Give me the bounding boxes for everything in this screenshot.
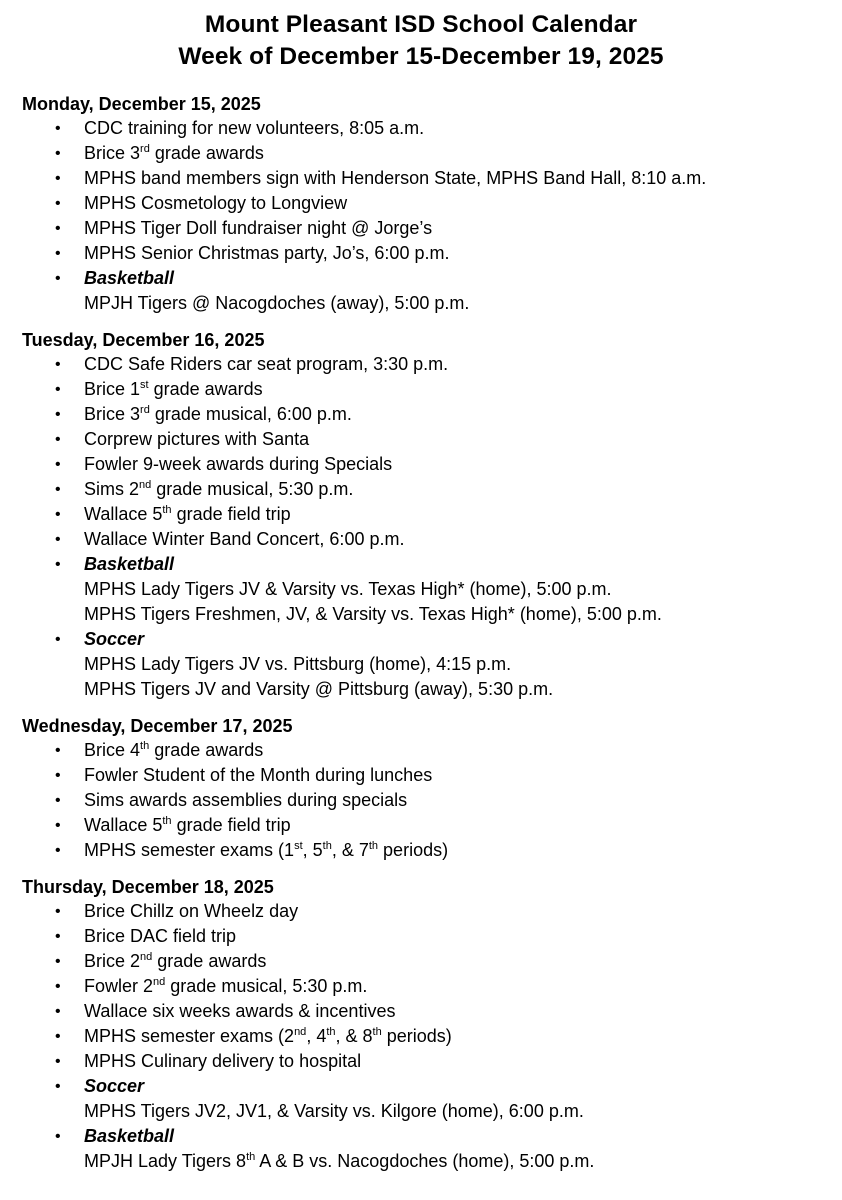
event-item	[22, 241, 832, 266]
event-category-basketball	[22, 1124, 832, 1174]
bullet-icon: •	[55, 928, 61, 945]
event-text: Brice 1	[84, 379, 141, 399]
event-text: Brice 2	[84, 951, 141, 971]
bullet-icon: •	[55, 767, 61, 784]
event-text: CDC Safe Riders car seat program, 3:30 p.m.	[84, 354, 449, 374]
bullet-icon: •	[55, 270, 61, 287]
event-item	[22, 924, 832, 949]
event-item	[22, 166, 832, 191]
event-item	[22, 477, 832, 502]
event-text: Brice 3	[84, 143, 141, 163]
day-section-thursday	[22, 875, 832, 1174]
sport-category-label: Soccer	[84, 629, 145, 649]
bullet-icon: •	[55, 481, 61, 498]
event-text: , 5	[302, 840, 323, 860]
event-category-soccer	[22, 1074, 832, 1124]
ordinal-suffix: th	[140, 740, 150, 752]
bullet-icon: •	[55, 506, 61, 523]
event-text: grade musical, 6:00 p.m.	[149, 404, 352, 424]
sport-category-label: Soccer	[84, 1076, 145, 1096]
bullet-icon: •	[55, 953, 61, 970]
bullet-icon: •	[55, 817, 61, 834]
day-section-wednesday	[22, 714, 832, 863]
event-list	[22, 899, 832, 1174]
event-text: Fowler 9-week awards during Specials	[84, 454, 393, 474]
event-text: Wallace 5	[84, 815, 163, 835]
calendar-body	[22, 92, 832, 1186]
ordinal-suffix: nd	[153, 976, 166, 988]
day-section-tuesday	[22, 328, 832, 702]
event-text: Corprew pictures with Santa	[84, 429, 310, 449]
event-text: Brice Chillz on Wheelz day	[84, 901, 299, 921]
event-item	[22, 738, 832, 763]
bullet-icon: •	[55, 1003, 61, 1020]
bullet-icon: •	[55, 170, 61, 187]
event-text: , & 8	[335, 1026, 373, 1046]
bullet-icon: •	[55, 456, 61, 473]
event-item	[22, 427, 832, 452]
event-item	[22, 899, 832, 924]
day-heading: Thursday, December 18, 2025	[22, 877, 274, 897]
ordinal-suffix: th	[326, 1026, 336, 1038]
calendar-title: Mount Pleasant ISD School Calendar	[204, 11, 638, 38]
bullet-icon: •	[55, 195, 61, 212]
bullet-icon: •	[55, 120, 61, 137]
bullet-icon: •	[55, 978, 61, 995]
event-text: grade awards	[149, 740, 264, 760]
event-text: Sims 2	[84, 479, 140, 499]
ordinal-suffix: th	[372, 1026, 382, 1038]
game-line: MPHS Lady Tigers JV vs. Pittsburg (home), 4:15 p.m.	[84, 654, 512, 674]
sport-category-label: Basketball	[84, 1126, 175, 1146]
ordinal-suffix: th	[162, 504, 172, 516]
ordinal-suffix: rd	[140, 404, 150, 416]
event-item	[22, 788, 832, 813]
bullet-icon: •	[55, 1128, 61, 1145]
game-line: MPJH Tigers @ Nacogdoches (away), 5:00 p.m.	[84, 293, 470, 313]
event-text: grade awards	[152, 951, 267, 971]
event-category-soccer	[22, 627, 832, 702]
game-line: MPHS Tigers JV and Varsity @ Pittsburg (away), 5:30 p.m.	[84, 679, 554, 699]
event-text: CDC training for new volunteers, 8:05 a.m.	[84, 118, 425, 138]
bullet-icon: •	[55, 381, 61, 398]
event-text: grade musical, 5:30 p.m.	[165, 976, 368, 996]
bullet-icon: •	[55, 842, 61, 859]
ordinal-suffix: rd	[140, 143, 150, 155]
event-item	[22, 949, 832, 974]
event-text: grade field trip	[171, 815, 291, 835]
event-text: MPHS band members sign with Henderson State, MPHS Band Hall, 8:10 a.m.	[84, 168, 707, 188]
event-item	[22, 191, 832, 216]
bullet-icon: •	[55, 1053, 61, 1070]
event-category-basketball	[22, 552, 832, 627]
event-item	[22, 838, 832, 863]
event-text: grade awards	[148, 379, 263, 399]
event-list	[22, 738, 832, 863]
event-text: Sims awards assemblies during specials	[84, 790, 408, 810]
event-text: , & 7	[331, 840, 369, 860]
ordinal-suffix: th	[162, 815, 172, 827]
event-item	[22, 141, 832, 166]
event-item	[22, 1049, 832, 1074]
game-line: MPJH Lady Tigers 8th A & B vs. Nacogdoches (home), 5:00 p.m.	[84, 1151, 595, 1171]
event-text: grade awards	[149, 143, 264, 163]
bullet-icon: •	[55, 556, 61, 573]
bullet-icon: •	[55, 356, 61, 373]
ordinal-suffix: st	[140, 379, 149, 391]
ordinal-suffix: nd	[139, 479, 152, 491]
event-item	[22, 813, 832, 838]
event-list	[22, 352, 832, 702]
event-text: , 4	[306, 1026, 327, 1046]
event-list	[22, 116, 832, 316]
event-text: MPHS Cosmetology to Longview	[84, 193, 348, 213]
bullet-icon: •	[55, 531, 61, 548]
event-item	[22, 527, 832, 552]
ordinal-suffix: nd	[294, 1026, 307, 1038]
event-text: Wallace 5	[84, 504, 163, 524]
ordinal-suffix: st	[294, 840, 303, 852]
event-item	[22, 974, 832, 999]
event-item	[22, 763, 832, 788]
week-subtitle: Week of December 15-December 19, 2025	[178, 43, 664, 70]
event-text: Brice 3	[84, 404, 141, 424]
event-item	[22, 377, 832, 402]
bullet-icon: •	[55, 903, 61, 920]
event-text: Brice DAC field trip	[84, 926, 237, 946]
event-text: Fowler Student of the Month during lunches	[84, 765, 433, 785]
event-item	[22, 116, 832, 141]
ordinal-suffix: nd	[140, 951, 153, 963]
event-text: periods)	[381, 1026, 452, 1046]
event-text: MPHS Tiger Doll fundraiser night @ Jorge’s	[84, 218, 433, 238]
day-section-monday	[22, 92, 832, 316]
event-item	[22, 216, 832, 241]
event-text: grade musical, 5:30 p.m.	[151, 479, 354, 499]
bullet-icon: •	[55, 742, 61, 759]
event-item	[22, 452, 832, 477]
event-category-basketball	[22, 266, 832, 316]
day-heading: Wednesday, December 17, 2025	[22, 716, 293, 736]
event-text: MPHS Culinary delivery to hospital	[84, 1051, 362, 1071]
day-heading: Tuesday, December 16, 2025	[22, 330, 265, 350]
event-item	[22, 502, 832, 527]
event-text: MPHS semester exams (1	[84, 840, 295, 860]
calendar-header	[0, 0, 842, 73]
game-line: MPHS Tigers JV2, JV1, & Varsity vs. Kilgore (home), 6:00 p.m.	[84, 1101, 584, 1121]
bullet-icon: •	[55, 792, 61, 809]
bullet-icon: •	[55, 431, 61, 448]
event-item	[22, 352, 832, 377]
bullet-icon: •	[55, 145, 61, 162]
day-heading: Monday, December 15, 2025	[22, 94, 261, 114]
ordinal-suffix: th	[368, 840, 379, 852]
bullet-icon: •	[55, 1028, 61, 1045]
ordinal-suffix: th	[322, 840, 332, 852]
sport-category-label: Basketball	[84, 554, 175, 574]
event-text: periods)	[378, 840, 449, 860]
event-item	[22, 1024, 832, 1049]
game-line: MPHS Tigers Freshmen, JV, & Varsity vs. Texas High* (home), 5:00 p.m.	[84, 604, 662, 624]
event-item	[22, 402, 832, 427]
game-line: MPHS Lady Tigers JV & Varsity vs. Texas High* (home), 5:00 p.m.	[84, 579, 612, 599]
bullet-icon: •	[55, 245, 61, 262]
bullet-icon: •	[55, 220, 61, 237]
event-text: MPHS Senior Christmas party, Jo’s, 6:00 p.m.	[84, 243, 450, 263]
event-text: Wallace Winter Band Concert, 6:00 p.m.	[84, 529, 405, 549]
event-item	[22, 999, 832, 1024]
event-text: Wallace six weeks awards & incentives	[84, 1001, 396, 1021]
event-text: MPHS semester exams (2	[84, 1026, 295, 1046]
bullet-icon: •	[55, 406, 61, 423]
sport-category-label: Basketball	[84, 268, 175, 288]
event-text: grade field trip	[171, 504, 291, 524]
event-text: Fowler 2	[84, 976, 154, 996]
bullet-icon: •	[55, 631, 61, 648]
bullet-icon: •	[55, 1078, 61, 1095]
event-text: Brice 4	[84, 740, 141, 760]
